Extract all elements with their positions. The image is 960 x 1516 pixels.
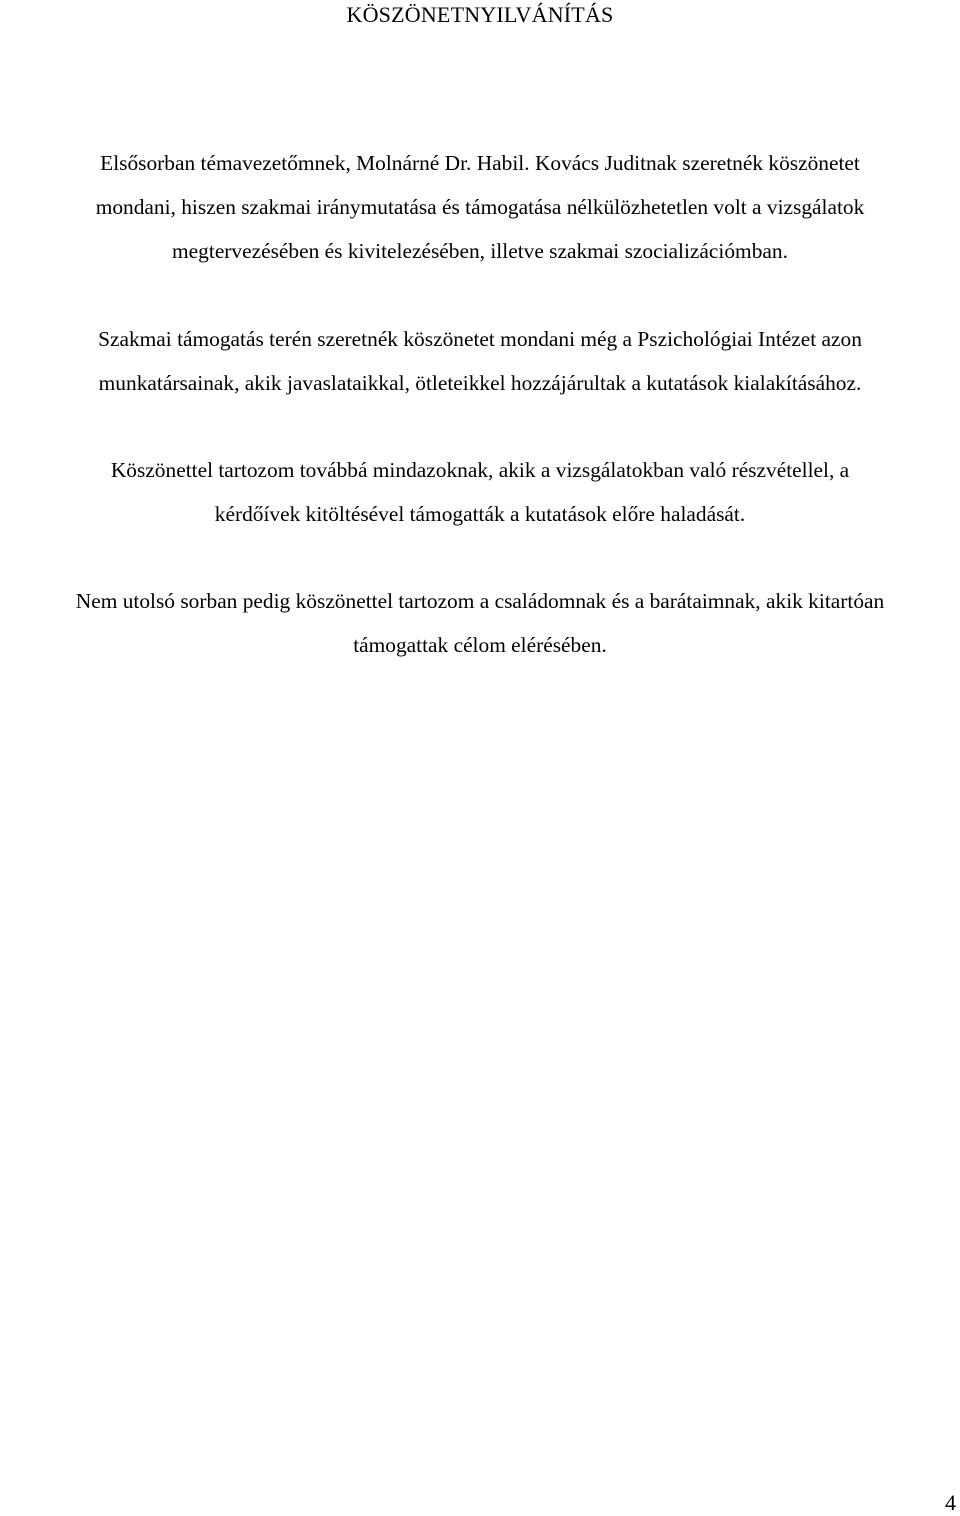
paragraph-line: munkatársainak, akik javaslataikkal, ötleteikkel hozzájárultak a kutatások kialakításához. (98, 371, 862, 395)
paragraph-line: Szakmai támogatás terén szeretnék köszönetet mondani még a Pszichológiai Intézet azon (98, 327, 862, 351)
paragraph-line: Köszönettel tartozom továbbá mindazoknak, akik a vizsgálatokban való részvétellel, a (110, 458, 850, 482)
page-number: 4 (945, 1490, 956, 1515)
page-title: KÖSZÖNETNYILVÁNÍTÁS (346, 2, 614, 27)
paragraph-line: Nem utolsó sorban pedig köszönettel tartozom a családomnak és a barátaimnak, akik kitartóan (75, 589, 885, 613)
paragraph-line: mondani, hiszen szakmai iránymutatása és támogatása nélkülözhetetlen volt a vizsgálatok (95, 195, 865, 219)
paragraph-line: kérdőívek kitöltésével támogatták a kutatások előre haladását. (214, 502, 746, 526)
paragraph-family-thanks (0, 579, 960, 667)
paragraph-institute-thanks (0, 317, 960, 405)
paragraph-supervisor-thanks (0, 141, 960, 273)
paragraph-line: megtervezésében és kivitelezésében, illetve szakmai szocializációmban. (172, 239, 788, 263)
paragraph-line: támogattak célom elérésében. (353, 633, 607, 657)
paragraph-line: Elsősorban témavezetőmnek, Molnárné Dr. Habil. Kovács Juditnak szeretnék köszönetet (100, 151, 860, 175)
paragraph-participants-thanks (0, 448, 960, 536)
